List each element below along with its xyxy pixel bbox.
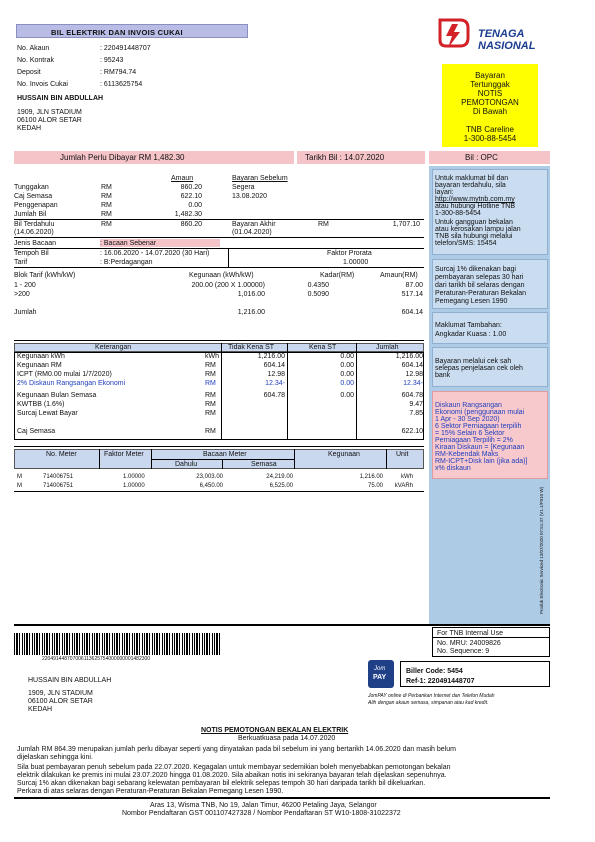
side1-8: TNB sila hubungi melalui <box>435 233 513 240</box>
meter-usage: 1,216.00 <box>359 474 383 480</box>
prorata-label: Faktor Prorata <box>327 250 372 257</box>
meter-type: M <box>17 483 22 489</box>
amt-label-1: Caj Semasa <box>14 193 53 200</box>
charge-total: 604.14 <box>401 362 423 369</box>
opc-label: Bil : OPC <box>465 153 498 162</box>
notice-line-1: Tertunggak <box>470 80 510 89</box>
notice-subtitle: Berkuatkuasa pada 14.07.2020 <box>238 735 336 742</box>
charge-unit: RM <box>205 410 216 417</box>
meter-unit: kWh <box>401 474 413 480</box>
tariff-label: Tarif <box>14 259 28 266</box>
amount-due-label: Jumlah Perlu Dibayar RM 1,482.30 <box>60 153 185 162</box>
charge-total: 604.78 <box>401 392 423 399</box>
acct-label-1: No. Kontrak <box>17 57 54 64</box>
charge-non-taxable: 12.98 <box>267 371 285 378</box>
tnb-logo-icon <box>436 16 472 54</box>
meter-usage: 75.00 <box>367 483 383 489</box>
meter-unit: kVARh <box>394 483 413 489</box>
notice-line-0: Bayaran <box>475 71 505 80</box>
meter-col-1 <box>99 449 100 469</box>
ref-1: Ref-1: 220491448707 <box>406 678 475 685</box>
charges-header-3: Jumlah <box>376 344 399 351</box>
amt-val-3: 1,482.30 <box>174 211 202 218</box>
jompay-logo <box>368 660 394 688</box>
tariff-value: : B:Perdagangan <box>100 259 153 266</box>
acct-value-1: : 95243 <box>100 57 124 64</box>
customer-name: HUSSAIN BIN ABDULLAH <box>17 95 104 102</box>
amt-rm-2: RM <box>101 202 112 209</box>
acct-value-2: : RM794.74 <box>100 69 137 76</box>
amt-extra-0: Segera <box>232 184 255 191</box>
meter-header-1: Faktor Meter <box>104 451 144 458</box>
side5-5: Perniagaan Terpilih = 2% <box>435 437 513 444</box>
side2-3: Peraturan-Peraturan Bekalan <box>435 290 527 297</box>
blok-r1-1: 1,016.00 <box>237 291 265 298</box>
divider-vertical-reading <box>228 248 229 267</box>
reading-type-label: Jenis Bacaan <box>14 240 57 247</box>
notice-line-2: NOTIS <box>477 89 503 98</box>
charge-total: 12.98 <box>405 371 423 378</box>
amt-extra-1: 13.08.2020 <box>232 193 268 200</box>
slip-address-0: 1909, JLN STADIUM <box>28 690 93 697</box>
charge-desc: KWTBB (1.6%) <box>17 401 65 408</box>
meter-header-0: No. Meter <box>46 451 77 458</box>
notice-line-3: PEMOTONGAN <box>461 98 519 107</box>
amt-rm-0: RM <box>101 184 112 191</box>
slip-separator <box>14 624 550 626</box>
divider-blok <box>14 267 424 268</box>
meter-top-line <box>14 446 424 447</box>
side4-1: selepas penjelasan cek oleh <box>435 365 523 372</box>
footer-address: Aras 13, Wisma TNB, No 19, Jalan Timur, 46200 Petaling Jaya, Selangor <box>150 802 377 809</box>
col-bayaran-sebelum: Bayaran Sebelum <box>232 175 288 182</box>
charge-unit: RM <box>205 428 216 435</box>
reading-type-value: : Bacaan Sebenar <box>100 240 157 247</box>
info-box-discount <box>432 391 548 479</box>
bill-title-bar <box>16 24 248 38</box>
side1-2: layari: <box>435 189 454 196</box>
charge-unit: RM <box>205 392 216 399</box>
amt-rm-1: RM <box>101 193 112 200</box>
side5-3: 6 Sektor Perniagaan terpilih <box>435 423 522 430</box>
side3-1: Angkadar Kuasa : 1.00 <box>435 331 507 338</box>
charges-col-line-1 <box>221 343 222 440</box>
meter-bottom-line <box>14 491 424 492</box>
footer-registration: Nombor Pendaftaran GST 001107427328 / Nombor Pendaftaran ST W10-1808-31022372 <box>122 810 401 817</box>
side5-8: RM-ICPT+Disk lain (jika ada)] <box>435 458 528 465</box>
acct-label-3: No. Invois Cukai <box>17 81 68 88</box>
charge-total: 1,216.00 <box>395 353 423 360</box>
charges-top-line <box>14 340 424 341</box>
notice-line-7: 1-300-88-5454 <box>463 134 517 143</box>
meter-sub-1: Semasa <box>251 461 277 468</box>
charge-taxable: 0.00 <box>340 362 354 369</box>
side1-1: bayaran terdahulu, sila <box>435 182 506 189</box>
charge-desc: Kegunaan Bulan Semasa <box>17 392 97 399</box>
side2-1: pembayaran selepas 30 hari <box>435 274 524 281</box>
side5-6: Kiraan Diskaun = [Kegunaan <box>435 444 525 451</box>
divider-reading2 <box>14 248 424 249</box>
notice-line-5 <box>442 116 538 125</box>
biller-code: Biller Code: 5454 <box>406 668 463 675</box>
meter-curr-reading: 6,525.00 <box>269 483 293 489</box>
amt-val-4: 860.20 <box>180 221 202 228</box>
charge-desc: 2% Diskaun Rangsangan Ekonomi <box>17 380 126 387</box>
charge-unit: RM <box>205 362 216 369</box>
amt-val-2: 0.00 <box>188 202 202 209</box>
mytnb-link[interactable]: http://www.mytnb.com.my <box>435 196 515 203</box>
amt-label-3: Jumlah Bil <box>14 211 47 218</box>
info-box-additional <box>432 312 548 344</box>
notice-para-5: Perkara di atas selaras dengan Peraturan-Peraturan Bekalan Pemegang Lesen 1990. <box>17 788 284 795</box>
slip-address-2: KEDAH <box>28 706 53 713</box>
jompay-text-1: JomPAY online di Perbankan Internet dan Telefon Mudah <box>368 693 495 699</box>
notice-title: NOTIS PEMOTONGAN BEKALAN ELEKTRIK <box>201 727 349 734</box>
blok-total-label: Jumlah <box>14 309 37 316</box>
side1-5: 1-300-88-5454 <box>435 210 481 217</box>
last-pay-rm: RM <box>318 221 329 228</box>
blok-total-amt: 604.14 <box>401 309 423 316</box>
mru-number: No. MRU: 24009826 <box>437 640 501 647</box>
blok-r0-1: 200.00 (200 X 1.00000) <box>191 282 265 289</box>
jompay-logo-jom: Jom <box>374 666 386 672</box>
blok-r0-0: 1 - 200 <box>14 282 36 289</box>
blok-r1-2: 0.5090 <box>307 291 329 298</box>
amt-rm-4: RM <box>101 221 112 228</box>
jompay-text-2: Alih dengan akaun semasa, simpanan atau kad kredit. <box>368 700 489 706</box>
logo-nasional: NASIONAL <box>478 40 536 52</box>
charge-taxable: 0.00 <box>340 380 354 387</box>
amt-label-4: Bil Terdahulu <box>14 221 55 228</box>
side5-2: 1 Apr - 30 Sep 2020) <box>435 416 500 423</box>
print-reference-vertical: Produk Electronic Serviced 13/07/2020 07:51:37 (V1.1/F010 W) <box>539 486 544 614</box>
divider-reading <box>14 237 424 238</box>
prorata-value: 1.00000 <box>343 259 369 266</box>
amt-rm-3: RM <box>101 211 112 218</box>
logo-tenaga: TENAGA <box>478 28 525 40</box>
acct-value-3: : 6113625754 <box>100 81 143 88</box>
info-box-contact <box>432 169 548 255</box>
side5-4: = 15% Selain 6 Sektor <box>435 430 505 437</box>
meter-factor: 1.00000 <box>123 483 145 489</box>
customer-address-0: 1909, JLN STADIUM <box>17 109 82 116</box>
amt-val-1: 622.10 <box>180 193 202 200</box>
side2-4: Pemegang Lesen 1990 <box>435 298 508 305</box>
charge-total: 9.47 <box>409 401 423 408</box>
acct-value-0: : 220491448707 <box>100 45 151 52</box>
jompay-logo-pay: PAY <box>373 674 387 681</box>
amt-val-0: 860.20 <box>180 184 202 191</box>
side5-1: Ekonomi (penggunaan mulai <box>435 409 525 416</box>
last-pay-date: (01.04.2020) <box>232 229 272 236</box>
bill-title: BIL ELEKTRIK DAN INVOIS CUKAI <box>51 28 183 37</box>
side1-6: Untuk gangguan bekalan <box>435 219 513 226</box>
bill-period-label: Tempoh Bil <box>14 250 49 257</box>
charge-unit: RM <box>205 371 216 378</box>
charges-header-bar <box>14 343 424 352</box>
meter-col-2 <box>151 449 152 469</box>
prev-bill-date: (14.06.2020) <box>14 229 54 236</box>
blok-r0-2: 0.4350 <box>307 282 329 289</box>
meter-factor: 1.00000 <box>123 474 145 480</box>
meter-col-5 <box>386 449 387 469</box>
notice-para-1: dijelaskan sehingga kini. <box>17 754 93 761</box>
side3-0: Maklumat Tambahan: <box>435 322 502 329</box>
notice-para-2: Sila buat pembayaran penuh sebelum pada 22.07.2020. Kegagalan untuk membayar sedemikian boleh menyebabkan pemotongan bekalan <box>17 764 451 771</box>
charge-unit: RM <box>205 401 216 408</box>
meter-col-3 <box>222 459 223 469</box>
blok-header-2: Kadar(RM) <box>320 272 355 279</box>
customer-address-1: 06100 ALOR SETAR <box>17 117 82 124</box>
charge-non-taxable: 1,216.00 <box>257 353 285 360</box>
blok-header-1: Kegunaan (kWh/kW) <box>189 272 254 279</box>
sequence-number: No. Sequence: 9 <box>437 648 490 655</box>
blok-header-0: Blok Tarif (kWh/kW) <box>14 272 76 279</box>
acct-label-0: No. Akaun <box>17 45 50 52</box>
side1-9: telefon/SMS: 15454 <box>435 240 497 247</box>
barcode-number: 220491448707006113625754000000001482300 <box>42 656 151 662</box>
charge-desc: Surcaj Lewat Bayar <box>17 410 78 417</box>
charge-taxable: 0.00 <box>340 371 354 378</box>
slip-address-1: 06100 ALOR SETAR <box>28 698 93 705</box>
col-amaun: Amaun <box>171 175 194 182</box>
charge-taxable: 0.00 <box>340 392 354 399</box>
meter-header-2: Bacaan Meter <box>203 451 247 458</box>
charge-desc: Kegunaan kWh <box>17 353 65 360</box>
blok-total-kwh: 1,216.00 <box>237 309 265 316</box>
side2-0: Surcaj 1% dikenakan bagi <box>435 266 516 273</box>
charge-desc: Caj Semasa <box>17 428 56 435</box>
internal-use-title: For TNB Internal Use <box>437 630 504 637</box>
meter-col-4 <box>294 449 295 469</box>
charges-header-1: Tidak Kena ST <box>228 344 275 351</box>
side5-0: Diskaun Rangsangan <box>435 402 502 409</box>
amt-label-0: Tunggakan <box>14 184 49 191</box>
charge-desc: Kegunaan RM <box>17 362 62 369</box>
last-pay-val: 1,707.10 <box>392 221 420 228</box>
charges-header-2: Kena ST <box>309 344 337 351</box>
bill-period-value: : 16.06.2020 - 14.07.2020 (30 Hari) <box>100 250 210 257</box>
notice-para-4: Surcaj 1% akan dikenakan bagi sebarang kelewatan pembayaran bil elektrik selepas tempoh 30 hari daripada tarikh bil dikeluarkan. <box>17 780 426 787</box>
amt-extra-4: Bayaran Akhir <box>232 221 276 228</box>
info-box-surcharge <box>432 259 548 309</box>
meter-sub-0: Dahulu <box>175 461 198 468</box>
meter-number: 714006751 <box>43 474 74 480</box>
blok-r1-0: >200 <box>14 291 30 298</box>
side4-2: bank <box>435 372 451 379</box>
charge-unit: RM <box>205 380 216 387</box>
footer-line <box>14 797 550 799</box>
charges-header-0: Keterangan <box>95 344 132 351</box>
charge-non-taxable: 604.78 <box>263 392 285 399</box>
side4-0: Bayaran melalui cek sah <box>435 358 512 365</box>
meter-header-4: Unit <box>396 451 409 458</box>
charges-col-line-3 <box>356 343 357 440</box>
notice-line-4: Di Bawah <box>472 107 508 116</box>
meter-curr-reading: 24,219.00 <box>266 474 293 480</box>
disconnection-notice-box <box>442 64 538 147</box>
charge-non-taxable: 12.34- <box>265 380 285 387</box>
blok-r0-3: 87.00 <box>405 282 423 289</box>
notice-para-3: elektrik dilakukan ke premis ini mulai 23.07.2020 hingga 01.08.2020. Sila abaikan notis ini sekiranya bayaran telah dijelaskan sepenuhnya. <box>17 772 447 779</box>
amt-label-2: Penggenapan <box>14 202 58 209</box>
meter-prev-reading: 23,003.00 <box>196 474 223 480</box>
charge-unit: kWh <box>205 353 219 360</box>
info-box-cheque <box>432 347 548 387</box>
charge-taxable: 0.00 <box>340 353 354 360</box>
meter-number: 714006751 <box>43 483 74 489</box>
tnb-logo <box>436 16 556 56</box>
charge-desc: ICPT (RM0.00 mulai 1/7/2020) <box>17 371 112 378</box>
divider-amounts <box>14 219 424 220</box>
notice-line-6: TNB Careline <box>465 125 514 134</box>
internal-use-divider <box>432 637 550 638</box>
meter-type: M <box>17 474 22 480</box>
blok-r1-3: 517.14 <box>401 291 423 298</box>
side1-0: Untuk maklumat bil dan <box>435 175 509 182</box>
payment-barcode <box>14 633 222 655</box>
meter-prev-reading: 6,450.00 <box>199 483 223 489</box>
side5-7: RM-Kebendak Maks <box>435 451 499 458</box>
notice-para-0: Jumlah RM 864.39 merupakan jumlah perlu dibayar seperti yang dinyatakan pada bil sebelum ini yang bertarikh 14.06.2020 dan masih belum <box>17 746 456 753</box>
meter-header-3: Kegunaan <box>328 451 360 458</box>
charge-total: 622.10 <box>401 428 423 435</box>
side2-2: dari tarikh bil selaras dengan <box>435 282 525 289</box>
side1-4: atau hubungi Hotline TNB <box>435 203 516 210</box>
bill-date-label: Tarikh Bil : 14.07.2020 <box>305 153 385 162</box>
charge-total: 12.34- <box>403 380 423 387</box>
blok-header-3: Amaun(RM) <box>380 272 418 279</box>
slip-name: HUSSAIN BIN ABDULLAH <box>28 677 112 684</box>
side5-9: x% diskaun <box>435 465 471 472</box>
charge-non-taxable: 604.14 <box>263 362 285 369</box>
customer-address-2: KEDAH <box>17 125 42 132</box>
charges-col-line-2 <box>287 343 288 440</box>
side1-7: atau kerosakan lampu jalan <box>435 226 521 233</box>
charge-total: 7.85 <box>409 410 423 417</box>
acct-label-2: Deposit <box>17 69 41 76</box>
